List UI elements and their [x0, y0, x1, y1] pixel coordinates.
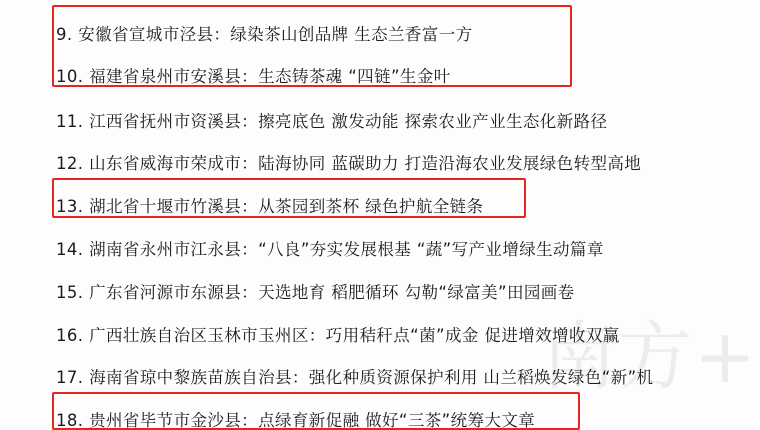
list-item-text: 15. 广东省河源市东源县：天选地育 稻肥循环 勾勒“绿富美”田园画卷: [56, 283, 575, 303]
list-item: [0, 317, 760, 356]
list-item: [0, 145, 760, 184]
list-item: [0, 231, 760, 270]
list-item: [0, 58, 760, 97]
list-item-text: 13. 湖北省十堰市竹溪县：从茶园到茶杯 绿色护航全链条: [56, 197, 484, 217]
list-item-text: 12. 山东省威海市荣成市：陆海协同 蓝碳助力 打造沿海农业发展绿色转型高地: [56, 154, 642, 174]
list-item: [0, 359, 760, 398]
list-item-text: 9. 安徽省宣城市泾县：绿染茶山创品牌 生态兰香富一方: [56, 25, 473, 45]
list-item-text: 14. 湖南省永州市江永县：“八良”夯实发展根基 “蔬”写产业增绿生动篇章: [56, 240, 604, 260]
list-item-text: 11. 江西省抚州市资溪县：擦亮底色 激发动能 探索农业产业生态化新路径: [56, 112, 608, 132]
list-item: [0, 402, 760, 430]
list-item: [0, 16, 760, 55]
watermark-text: 南方+: [541, 314, 758, 400]
list-item-text: 18. 贵州省毕节市金沙县：点绿育新促融 做好“三茶”统筹大文章: [56, 411, 536, 430]
list-item-text: 10. 福建省泉州市安溪县：生态铸茶魂 “四链”生金叶: [56, 67, 451, 87]
list-item: [0, 274, 760, 313]
list-item: [0, 103, 760, 142]
list-item-text: 16. 广西壮族自治区玉林市玉州区：巧用秸秆点“菌”成金 促进增效增收双赢: [56, 326, 620, 346]
list-item: [0, 188, 760, 227]
list-item-text: 17. 海南省琼中黎族苗族自治县：强化种质资源保护利用 山兰稻焕发绿色“新”机: [56, 368, 654, 388]
